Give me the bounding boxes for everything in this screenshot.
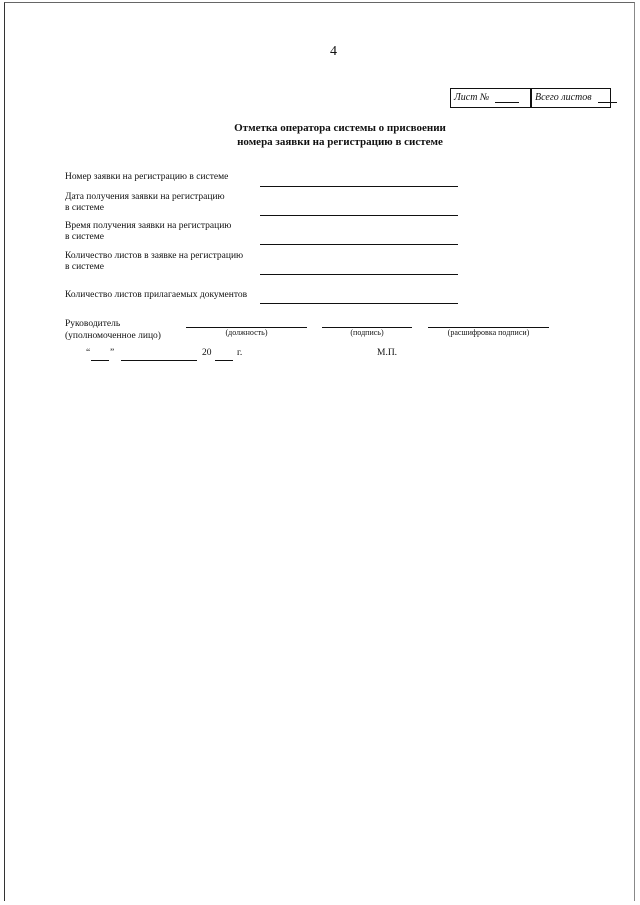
field-label-sheets-in-application (65, 251, 265, 273)
month-blank (121, 360, 197, 361)
field-label-text: в системе (65, 262, 104, 272)
sheet-number-label: Лист № (454, 92, 490, 103)
signature-caption: (подпись) (350, 328, 384, 337)
field-line-receipt-time (260, 244, 458, 245)
sheet-number-box (450, 88, 531, 108)
field-label-text: Дата получения заявки на регистрацию (65, 192, 225, 202)
year-blank (215, 360, 233, 361)
signatory-label-line1: Руководитель (65, 319, 121, 329)
field-label-text: Количество листов в заявке на регистрацию (65, 251, 244, 261)
stamp-place: М.П. (377, 348, 398, 358)
year-prefix: 20 (202, 348, 212, 358)
section-title (170, 121, 510, 149)
section-title-line1: Отметка оператора системы о присвоении (234, 122, 446, 134)
signatory-label (65, 318, 161, 342)
signatory-label-line2: (уполномоченное лицо) (65, 331, 161, 341)
field-label-attached-sheets (65, 290, 265, 301)
total-sheets-blank (598, 92, 617, 103)
field-label-receipt-time (65, 221, 265, 243)
field-label-text: Номер заявки на регистрацию в системе (65, 172, 229, 182)
field-label-receipt-date (65, 192, 265, 214)
field-label-text: в системе (65, 203, 104, 213)
position-caption: (должность) (225, 328, 268, 337)
date-close-quote: ” (110, 348, 115, 358)
field-line-attached-sheets (260, 303, 458, 304)
day-blank (91, 360, 109, 361)
field-label-application-number (65, 172, 265, 183)
date-open-quote: “ (86, 348, 91, 358)
field-line-sheets-in-application (260, 274, 458, 275)
total-sheets-label: Всего листов (535, 92, 592, 103)
field-line-application-number (260, 186, 458, 187)
page-number: 4 (330, 44, 337, 59)
field-label-text: в системе (65, 232, 104, 242)
signature-decoding-caption: (расшифровка подписи) (447, 328, 530, 337)
field-line-receipt-date (260, 215, 458, 216)
year-suffix: г. (237, 348, 243, 358)
field-label-text: Время получения заявки на регистрацию (65, 221, 232, 231)
section-title-line2: номера заявки на регистрацию в системе (237, 136, 443, 148)
sheet-number-blank (495, 92, 519, 103)
field-label-text: Количество листов прилагаемых документов (65, 290, 248, 300)
total-sheets-box (531, 88, 611, 108)
